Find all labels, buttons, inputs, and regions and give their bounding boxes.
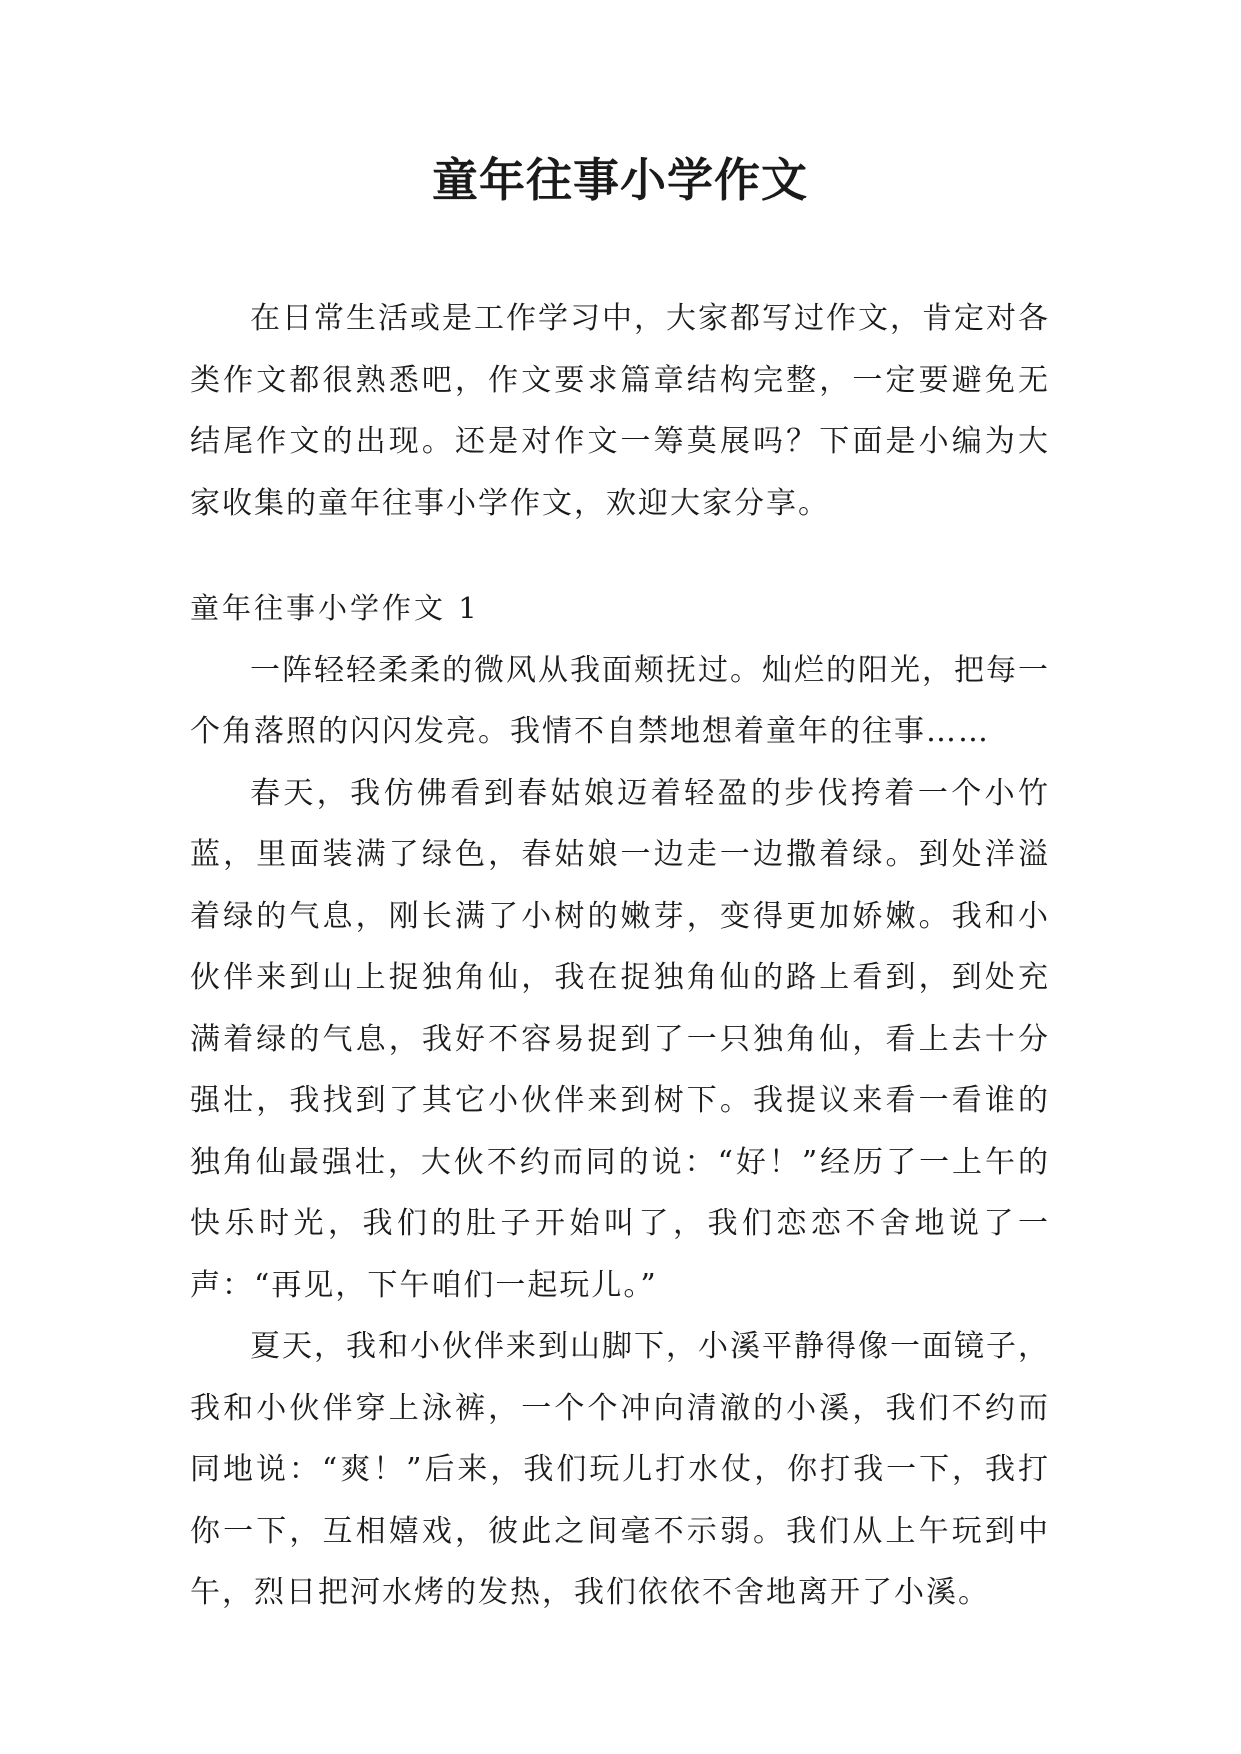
intro-paragraph: 在日常生活或是工作学习中，大家都写过作文，肯定对各类作文都很熟悉吧，作文要求篇章结构完整，一定要避免无结尾作文的出现。还是对作文一筹莫展吗？下面是小编为大家收集的童年往事小学作文，欢迎大家分享。 [190, 301, 1050, 521]
paragraph-summer: 夏天，我和小伙伴来到山脚下，小溪平静得像一面镜子，我和小伙伴穿上泳裤，一个个冲向清澈的小溪，我们不约而同地说：“爽！”后来，我们玩儿打水仗，你打我一下，我打你一下，互相嬉戏，彼此之间毫不示弱。我们从上午玩到中午，烈日把河水烤的发热，我们依依不舍地离开了小溪。 [190, 1329, 1050, 1610]
document-body [190, 288, 1050, 1624]
paragraph-spring: 春天，我仿佛看到春姑娘迈着轻盈的步伐挎着一个小竹蓝，里面装满了绿色，春姑娘一边走一边撒着绿。到处洋溢着绿的气息，刚长满了小树的嫩芽，变得更加娇嫩。我和小伙伴来到山上捉独角仙，我在捉独角仙的路上看到，到处充满着绿的气息，我好不容易捉到了一只独角仙，看上去十分强壮，我找到了其它小伙伴来到树下。我提议来看一看谁的独角仙最强壮，大伙不约而同的说：“好！”经历了一上午的快乐时光，我们的肚子开始叫了，我们恋恋不舍地说了一声：“再见，下午咱们一起玩儿。” [190, 775, 1050, 1303]
document-title: 童年往事小学作文 [432, 153, 808, 207]
section-heading: 童年往事小学作文 1 [190, 591, 480, 625]
paragraph-opening: 一阵轻轻柔柔的微风从我面颊抚过。灿烂的阳光，把每一个角落照的闪闪发亮。我情不自禁地想着童年的往事…… [190, 652, 1050, 749]
document-page [190, 0, 1050, 1754]
